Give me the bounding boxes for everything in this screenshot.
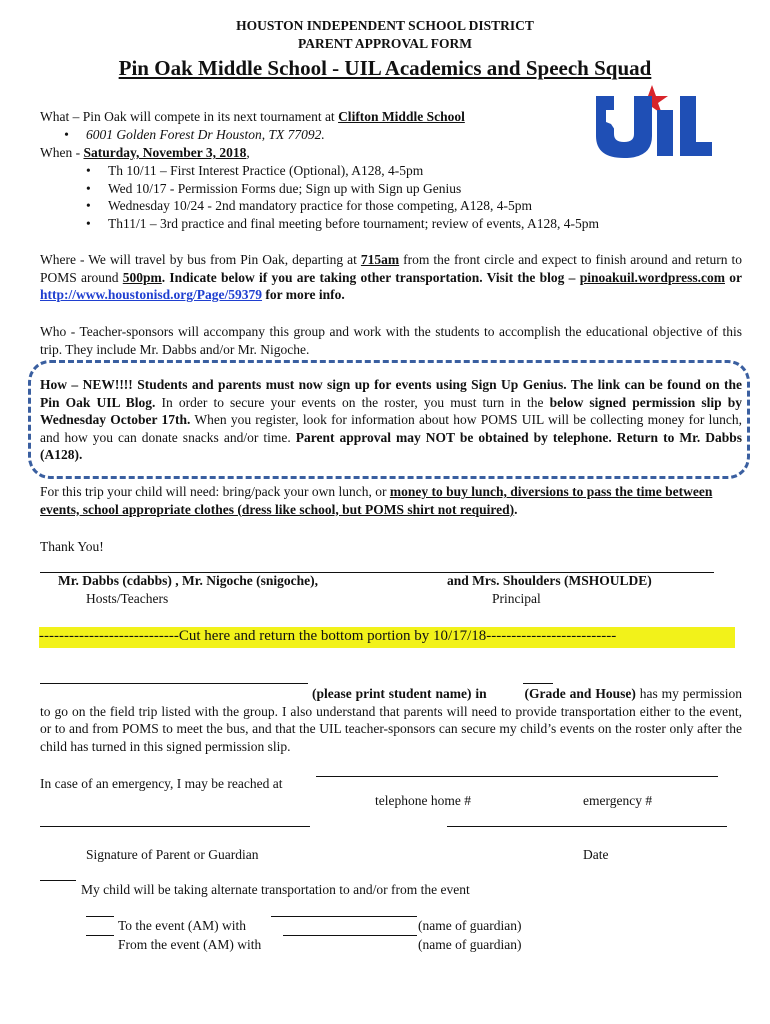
to-event-guardian-field[interactable] <box>271 916 417 917</box>
list-item: • Th11/1 – 3rd practice and final meeting before tournament; review of events, A128, 4-5pm <box>86 215 599 233</box>
alt-transport-checkline[interactable] <box>40 880 76 881</box>
to-event-checkline[interactable] <box>86 916 114 917</box>
district-heading: HOUSTON INDEPENDENT SCHOOL DISTRICT <box>236 18 534 33</box>
where-paragraph: Where - We will travel by bus from Pin Oak, departing at 715am from the front circle and expect to finish around and return to POMS around 500pm. Indicate below if you are taking other transportation. Visit the blog – pinoakuil.wordpress.com or http://www.houstonisd.org/Page/59379 for more info. <box>40 252 742 303</box>
emergency-label: In case of an emergency, I may be reached at <box>40 776 283 791</box>
venue-address: • 6001 Golden Forest Dr Houston, TX 77092. <box>64 126 770 144</box>
permission-paragraph: (please print student name) in (Grade and House) has my permission to go on the field trip listed with the group. I also understand that parents will need to provide transportation either to the event, or to and from POMS to meet the bus, and that the UIL teacher-sponsors can secure my child’s events on the roster only after the child has turned in this signed permission slip. <box>40 686 743 754</box>
when-line: When - Saturday, November 3, 2018, <box>40 145 250 160</box>
date-label: Date <box>583 847 609 862</box>
date-field[interactable] <box>447 826 727 827</box>
list-item: • Th 10/11 – First Interest Practice (Optional), A128, 4-5pm <box>86 162 599 180</box>
how-paragraph: How – NEW!!!! Students and parents must now sign up for events using Sign Up Genius. The link can be found on the Pin Oak UIL Blog. In order to secure your events on the roster, you must turn in the below signed permission slip by Wednesday October 17th. When you register, look for information about how POMS UIL will be collecting money for lunch, and how you can donate snacks and/or time. Parent approval may NOT be obtained by telephone. Return to Mr. Dabbs (A128). <box>40 377 742 463</box>
from-event-checkline[interactable] <box>86 935 114 936</box>
who-paragraph: Who - Teacher-sponsors will accompany this group and work with the students to accomplish the educational objective of this trip. They include Mr. Dabbs and/or Mr. Nigoche. <box>40 324 742 357</box>
needs-paragraph: For this trip your child will need: bring/pack your own lunch, or money to buy lunch, diversions to pass the time between events, school appropriate clothes (dress like school, but POMS shirt not required). <box>40 484 713 517</box>
hosts-names: Mr. Dabbs (cdabbs) , Mr. Nigoche (snigoche), <box>58 573 319 588</box>
form-heading: PARENT APPROVAL FORM <box>297 36 472 51</box>
signature-label: Signature of Parent or Guardian <box>86 847 259 862</box>
what-line: What – Pin Oak will compete in its next tournament at Clifton Middle School <box>40 109 465 124</box>
hisd-link[interactable]: http://www.houstonisd.org/Page/59379 <box>40 287 263 303</box>
uil-logo <box>590 82 714 160</box>
grade-field[interactable] <box>523 683 553 684</box>
event-date: Saturday, November 3, 2018 <box>83 145 247 160</box>
emergency-phone-field[interactable] <box>316 776 718 777</box>
phone-emergency-label: emergency # <box>583 793 653 808</box>
alt-transport-label: My child will be taking alternate transportation to and/or from the event <box>81 882 470 897</box>
to-event-label: To the event (AM) with <box>118 918 247 933</box>
schedule-list <box>86 162 599 232</box>
cut-here-banner: ----------------------------Cut here and return the bottom portion by 10/17/18-------------------------- <box>39 627 735 648</box>
principal-name: and Mrs. Shoulders (MSHOULDE) <box>447 573 652 588</box>
phone-home-label: telephone home # <box>375 793 471 808</box>
blog-link[interactable]: pinoakuil.wordpress.com <box>579 269 725 285</box>
student-name-field[interactable] <box>40 683 308 684</box>
principal-label: Principal <box>492 591 541 606</box>
thank-you: Thank You! <box>40 539 104 554</box>
from-event-label: From the event (AM) with <box>118 937 262 952</box>
signature-field[interactable] <box>40 826 310 827</box>
from-event-guardian-field[interactable] <box>283 935 417 936</box>
list-item: • Wed 10/17 - Permission Forms due; Sign up with Sign up Genius <box>86 180 599 198</box>
to-event-guardian-label: (name of guardian) <box>418 918 522 933</box>
hosts-label: Hosts/Teachers <box>86 591 169 606</box>
list-item: • Wednesday 10/24 - 2nd mandatory practice for those competing, A128, 4-5pm <box>86 197 599 215</box>
venue: Clifton Middle School <box>338 109 465 124</box>
from-event-guardian-label: (name of guardian) <box>418 937 522 952</box>
page-title: Pin Oak Middle School - UIL Academics and Speech Squad <box>118 56 652 80</box>
